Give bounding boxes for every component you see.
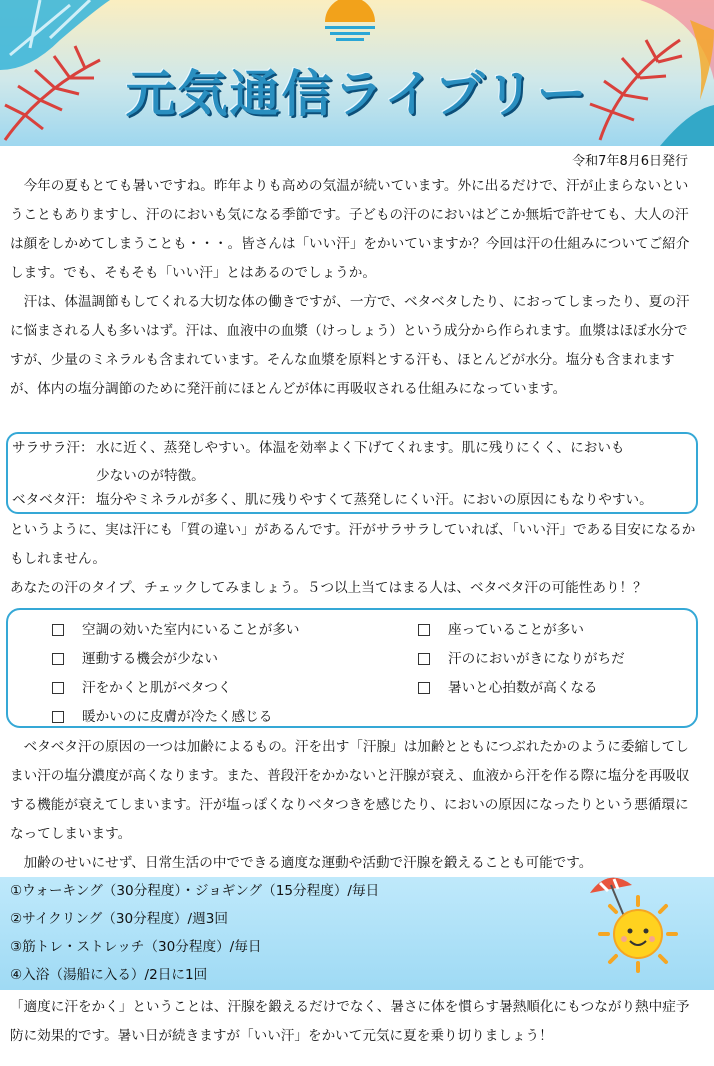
header-banner [0, 0, 714, 146]
checklist-item[interactable]: 運動する機会が少ない [52, 649, 218, 669]
tip-item: ②サイクリング（30分程度）/週3回 [10, 911, 228, 927]
checkbox-icon[interactable] [52, 653, 64, 665]
intro-section [10, 172, 700, 404]
checkbox-icon[interactable] [418, 682, 430, 694]
sweat-type-label: ベタベタ汗： [12, 492, 94, 508]
sun-umbrella-icon [580, 871, 680, 981]
checkbox-icon[interactable] [52, 624, 64, 636]
aging-section [10, 733, 700, 878]
checklist-item[interactable]: 汗のにおいがきになりがちだ [418, 649, 625, 669]
checkbox-icon[interactable] [52, 682, 64, 694]
check-prompt: あなたの汗のタイプ、チェックしてみましょう。５つ以上当てはまる人は、ベタベタ汗の可能性あり！？ [10, 580, 647, 596]
page-title: 元気通信ライブリー [125, 65, 589, 123]
sweat-type-smooth [12, 434, 696, 490]
sunset-icon [325, 0, 375, 41]
checklist-item[interactable]: 座っていることが多い [418, 620, 584, 640]
closing-text: 「適度に汗をかく」ということは、汗腺を鍛えるだけでなく、暑さに体を慣らす暑熱順化にもつながり熱中症予防に効果的です。暑い日が続きますが「いい汗」をかいて元気に夏を乗り切りましょう！ [10, 999, 690, 1044]
sweat-type-label: サラサラ汗： [12, 440, 94, 456]
aging-paragraph: 加齢のせいにせず、日常生活の中でできる適度な運動や活動で汗腺を鍛えることも可能です。 [23, 855, 593, 871]
checklist-item[interactable]: 暑いと心拍数が高くなる [418, 678, 598, 698]
intro-paragraph: 汗は、体温調節もしてくれる大切な体の働きですが、一方で、ベタベタしたり、におってしまったり、夏の汗に悩まされる人も多いはず。汗は、血液中の血漿（けっしょう）という成分から作られます。血漿はほぼ水分ですが、少量のミネラルも含まれています。そんな血漿を原料とする汗も、ほとんどが水分。塩分も含まれますが、体内の塩分調節のために発汗前にほとんどが体に再吸収される仕組みになっています。 [10, 294, 690, 397]
explanation-section [10, 516, 700, 603]
tip-item: ①ウォーキング（30分程度）・ジョギング（15分程度）/毎日 [10, 883, 380, 899]
sweat-type-sticky [12, 486, 696, 514]
checkbox-icon[interactable] [418, 653, 430, 665]
checkbox-icon[interactable] [52, 711, 64, 723]
sweat-type-desc: 塩分やミネラルが多く、肌に残りやすくて蒸発しにくい汗。においの原因にもなりやすい。 [96, 492, 653, 508]
issue-date: 令和7年8月6日発行 [572, 154, 688, 169]
intro-paragraph: 今年の夏もとても暑いですね。昨年よりも高めの気温が続いています。外に出るだけで、汗が止まらないということもありますし、汗のにおいも気になる季節です。子どもの汗のにおいはどこか無垢で許せても、大人の汗は顔をしかめてしまうことも・・・。皆さんは「いい汗」をかいていますか？今回は汗の仕組みについてご紹介します。でも、そもそも「いい汗」とはあるのでしょうか。 [10, 178, 690, 281]
checkbox-icon[interactable] [418, 624, 430, 636]
sweat-type-box [6, 432, 698, 514]
sweat-type-desc: 少ないのが特徴。 [96, 468, 205, 484]
exercise-tips [0, 877, 714, 990]
checklist-item[interactable]: 汗をかくと肌がベタつく [52, 678, 232, 698]
explanation-text: というように、実は汗にも「質の違い」があるんです。汗がサラサラしていれば、「いい汗」である目安になるかもしれません。 [10, 522, 696, 567]
tip-item: ③筋トレ・ストレッチ（30分程度）/毎日 [10, 939, 262, 955]
tip-item: ④入浴（湯船に入る）/2日に1回 [10, 967, 208, 983]
sweat-type-desc: 水に近く、蒸発しやすい。体温を効率よく下げてくれます。肌に残りにくく、においも [96, 440, 625, 456]
aging-paragraph: ベタベタ汗の原因の一つは加齢によるもの。汗を出す「汗腺」は加齢とともにつぶれたかのように委縮してしまい汗の塩分濃度が高くなります。また、普段汗をかかないと汗腺が衰え、血液から汗を作る際に塩分を再吸収する機能が衰えてしまいます。汗が塩っぽくなりベタつきを感じたり、においの原因になったりという悪循環になってしまいます。 [10, 739, 690, 842]
checklist-box [6, 608, 698, 728]
closing-section [10, 993, 700, 1051]
checklist-item[interactable]: 空調の効いた室内にいることが多い [52, 620, 300, 640]
checklist-item[interactable]: 暖かいのに皮膚が冷たく感じる [52, 707, 272, 727]
